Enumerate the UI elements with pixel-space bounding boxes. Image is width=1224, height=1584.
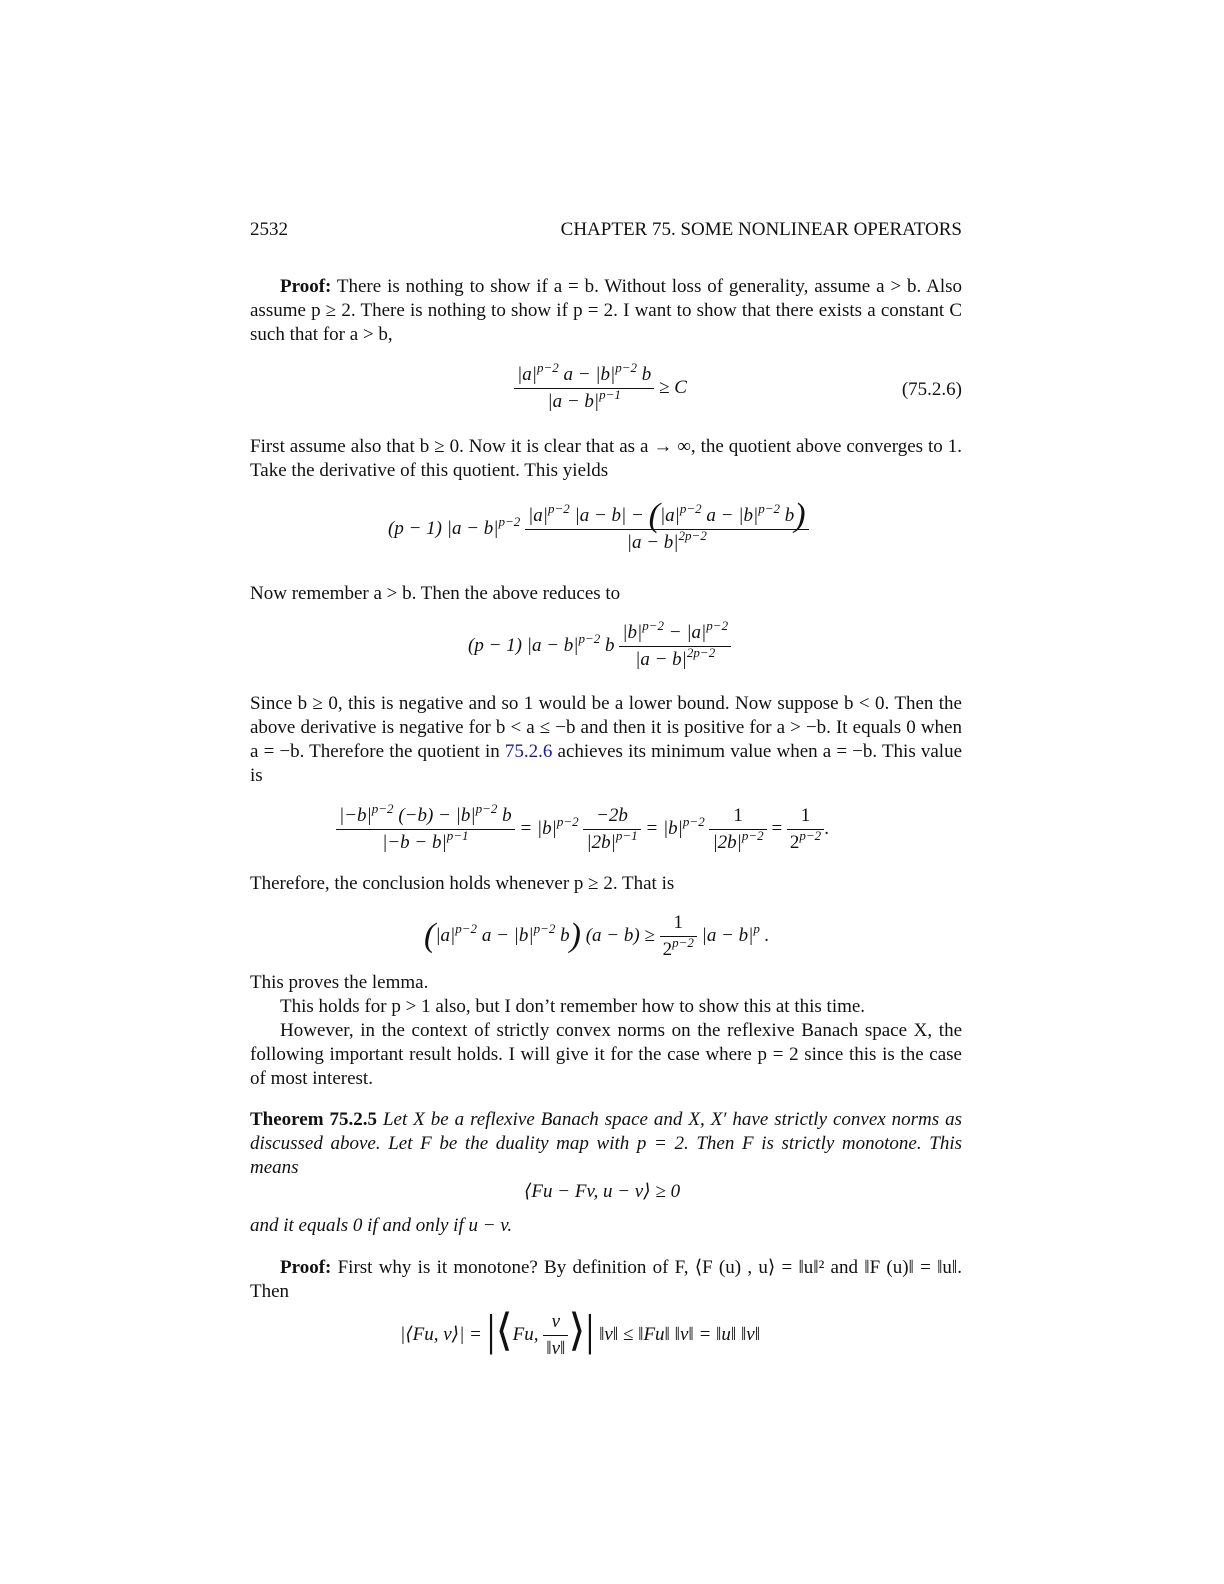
numerator: −2b xyxy=(583,803,640,830)
fraction-4 xyxy=(787,803,824,856)
fraction-1 xyxy=(336,803,515,856)
rhs: $|a - b|^p$ . xyxy=(701,920,770,946)
equation-minimum-value: $\frac{|-b|^{p-2} (-b) - |b|^{p-2} b}{|-b - b|^{p-1}}$ = $|b|^{p-2}$ $\frac{-2b}{|2b|^{p-1}}$ = $|b|^{p-2}$ $\frac{1}{|2b|^{p-2}}$ = $\frac{1}{2^{p-2}}$ . xyxy=(336,803,829,856)
theorem-display: ⟨Fu − Fv, u − v⟩ ≥ 0 xyxy=(524,1181,681,1202)
proof-paragraph-1 xyxy=(250,275,962,347)
numerator: $|-b|^{p-2}$ $(-b) - |b|^{p-2}$ b xyxy=(336,803,515,830)
denominator: $|2b|^{p-1}$ xyxy=(586,828,638,853)
proof-label: Proof: xyxy=(280,1257,332,1278)
paragraph-holds: This holds for p > 1 also, but I don’t remember how to show this at this time. xyxy=(280,996,866,1017)
paragraph-now-remember: Now remember a > b. Then the above reduces to xyxy=(250,583,621,604)
equation-number: (75.2.6) xyxy=(901,379,962,400)
proof-text: First why is it monotone? By definition of F, ⟨F (u) , u⟩ = ‖u‖² and ‖F (u)‖ = ‖u‖. Then xyxy=(250,1257,962,1302)
theorem-text: Let X be a reflexive Banach space and X, X′ have strictly convex norms as discussed above. Let F be the duality map with p = 2. Then F is strictly monotone. This means xyxy=(250,1109,962,1178)
numerator: $|a|^{p-2}$ $|a - b| - (|a|^{p-2}$ $a - |b|^{p-2}$ b) xyxy=(525,503,809,530)
denominator: $|a - b|^{2p-2}$ xyxy=(626,528,707,553)
proof-text: There is nothing to show if a = b. Without loss of generality, assume a > b. Also assume p ≥ 2. There is nothing to show if p = 2. I want to show that there exists a constant C such that for a > b, xyxy=(250,276,962,345)
proof-label: Proof: xyxy=(280,276,332,297)
equation-conclusion xyxy=(424,910,769,963)
denominator: $|-b - b|^{p-1}$ xyxy=(382,828,469,853)
denominator: $|a - b|^{2p-2}$ xyxy=(635,645,716,670)
chapter-title: CHAPTER 75. SOME NONLINEAR OPERATORS xyxy=(560,219,962,240)
lhs: |⟨Fu, v⟩| = xyxy=(400,1324,482,1345)
denominator: $|2b|^{p-2}$ xyxy=(712,828,764,853)
fraction xyxy=(619,620,731,673)
theorem-75-2-5 xyxy=(250,1108,962,1180)
text: achieves its minimum value when a = −b. This value is xyxy=(250,741,963,786)
numerator: $|b|^{p-2} - |a|^{p-2}$ xyxy=(619,620,731,647)
inner: Fu, xyxy=(512,1324,539,1345)
numerator: 1 xyxy=(709,803,766,830)
rhs: ≥ C xyxy=(659,376,687,398)
fraction xyxy=(543,1309,568,1362)
fraction-3 xyxy=(709,803,766,856)
theorem-label: Theorem 75.2.5 xyxy=(250,1109,377,1130)
lhs: ($|a|^{p-2}$ $a - |b|^{p-2}$ b) (a − b) ≥ xyxy=(424,916,655,954)
prefix: (p − 1) $|a - b|^{p-2}$ xyxy=(388,513,521,539)
equals: = xyxy=(771,817,783,839)
denominator: $2^{p-2}$ xyxy=(789,828,822,853)
rhs: ‖v‖ ≤ ‖Fu‖ ‖v‖ = ‖u‖ ‖v‖ xyxy=(599,1324,761,1345)
proof-paragraph-2 xyxy=(250,1256,962,1304)
denominator: $|a - b|^{p-1}$ xyxy=(547,387,621,412)
paragraph-first-assume: First assume also that b ≥ 0. Now it is clear that as a → ∞, the quotient above converges to 1. Take the derivative of this quotient. This yields xyxy=(250,436,962,481)
fraction xyxy=(660,910,697,963)
text: Since b ≥ 0, this is negative and so 1 would be a lower bound. Now suppose b < 0. Then the above derivative is negative for b < a ≤ −b and then it is positive for a > −b. It equals 0 when a = −b. Therefore the quotient in xyxy=(250,693,962,762)
equation-derivative xyxy=(388,497,809,556)
equation-75-2-6 xyxy=(514,362,687,415)
denominator: $2^{p-2}$ xyxy=(662,935,694,960)
denominator: ‖v‖ xyxy=(546,1338,566,1360)
theorem-after: and it equals 0 if and only if u − v. xyxy=(250,1215,513,1236)
equation-reference-link[interactable]: 75.2.6 xyxy=(504,741,553,762)
paragraph-therefore: Therefore, the conclusion holds whenever p ≥ 2. That is xyxy=(250,873,675,894)
page-number: 2532 xyxy=(250,219,288,240)
numerator: $|a|^{p-2}$ $a - |b|^{p-2}$ b xyxy=(514,362,654,389)
fraction xyxy=(525,497,809,556)
paragraph-since xyxy=(250,692,962,788)
numerator: 1 xyxy=(660,910,697,937)
paragraph-proves: This proves the lemma. xyxy=(250,972,429,993)
prefix: (p − 1) $|a - b|^{p-2}$ b xyxy=(468,630,615,656)
coefficient: = $|b|^{p-2}$ xyxy=(519,813,579,839)
fraction xyxy=(514,362,654,415)
equation-monotone: |⟨Fu, v⟩| = |⟨Fu, $\frac{v}{‖v‖}$ ⟩| ‖v‖ ≤ ‖Fu‖ ‖v‖ = ‖u‖ ‖v‖ xyxy=(400,1305,760,1362)
numerator: v xyxy=(543,1309,568,1336)
numerator: 1 xyxy=(787,803,824,830)
coefficient: = $|b|^{p-2}$ xyxy=(645,813,705,839)
paragraph-however: However, in the context of strictly convex norms on the reflexive Banach space X, the following important result holds. I will give it for the case where p = 2 since this is the case of most interest. xyxy=(250,1020,962,1089)
equation-reduced xyxy=(468,620,731,673)
fraction-2 xyxy=(583,803,640,856)
